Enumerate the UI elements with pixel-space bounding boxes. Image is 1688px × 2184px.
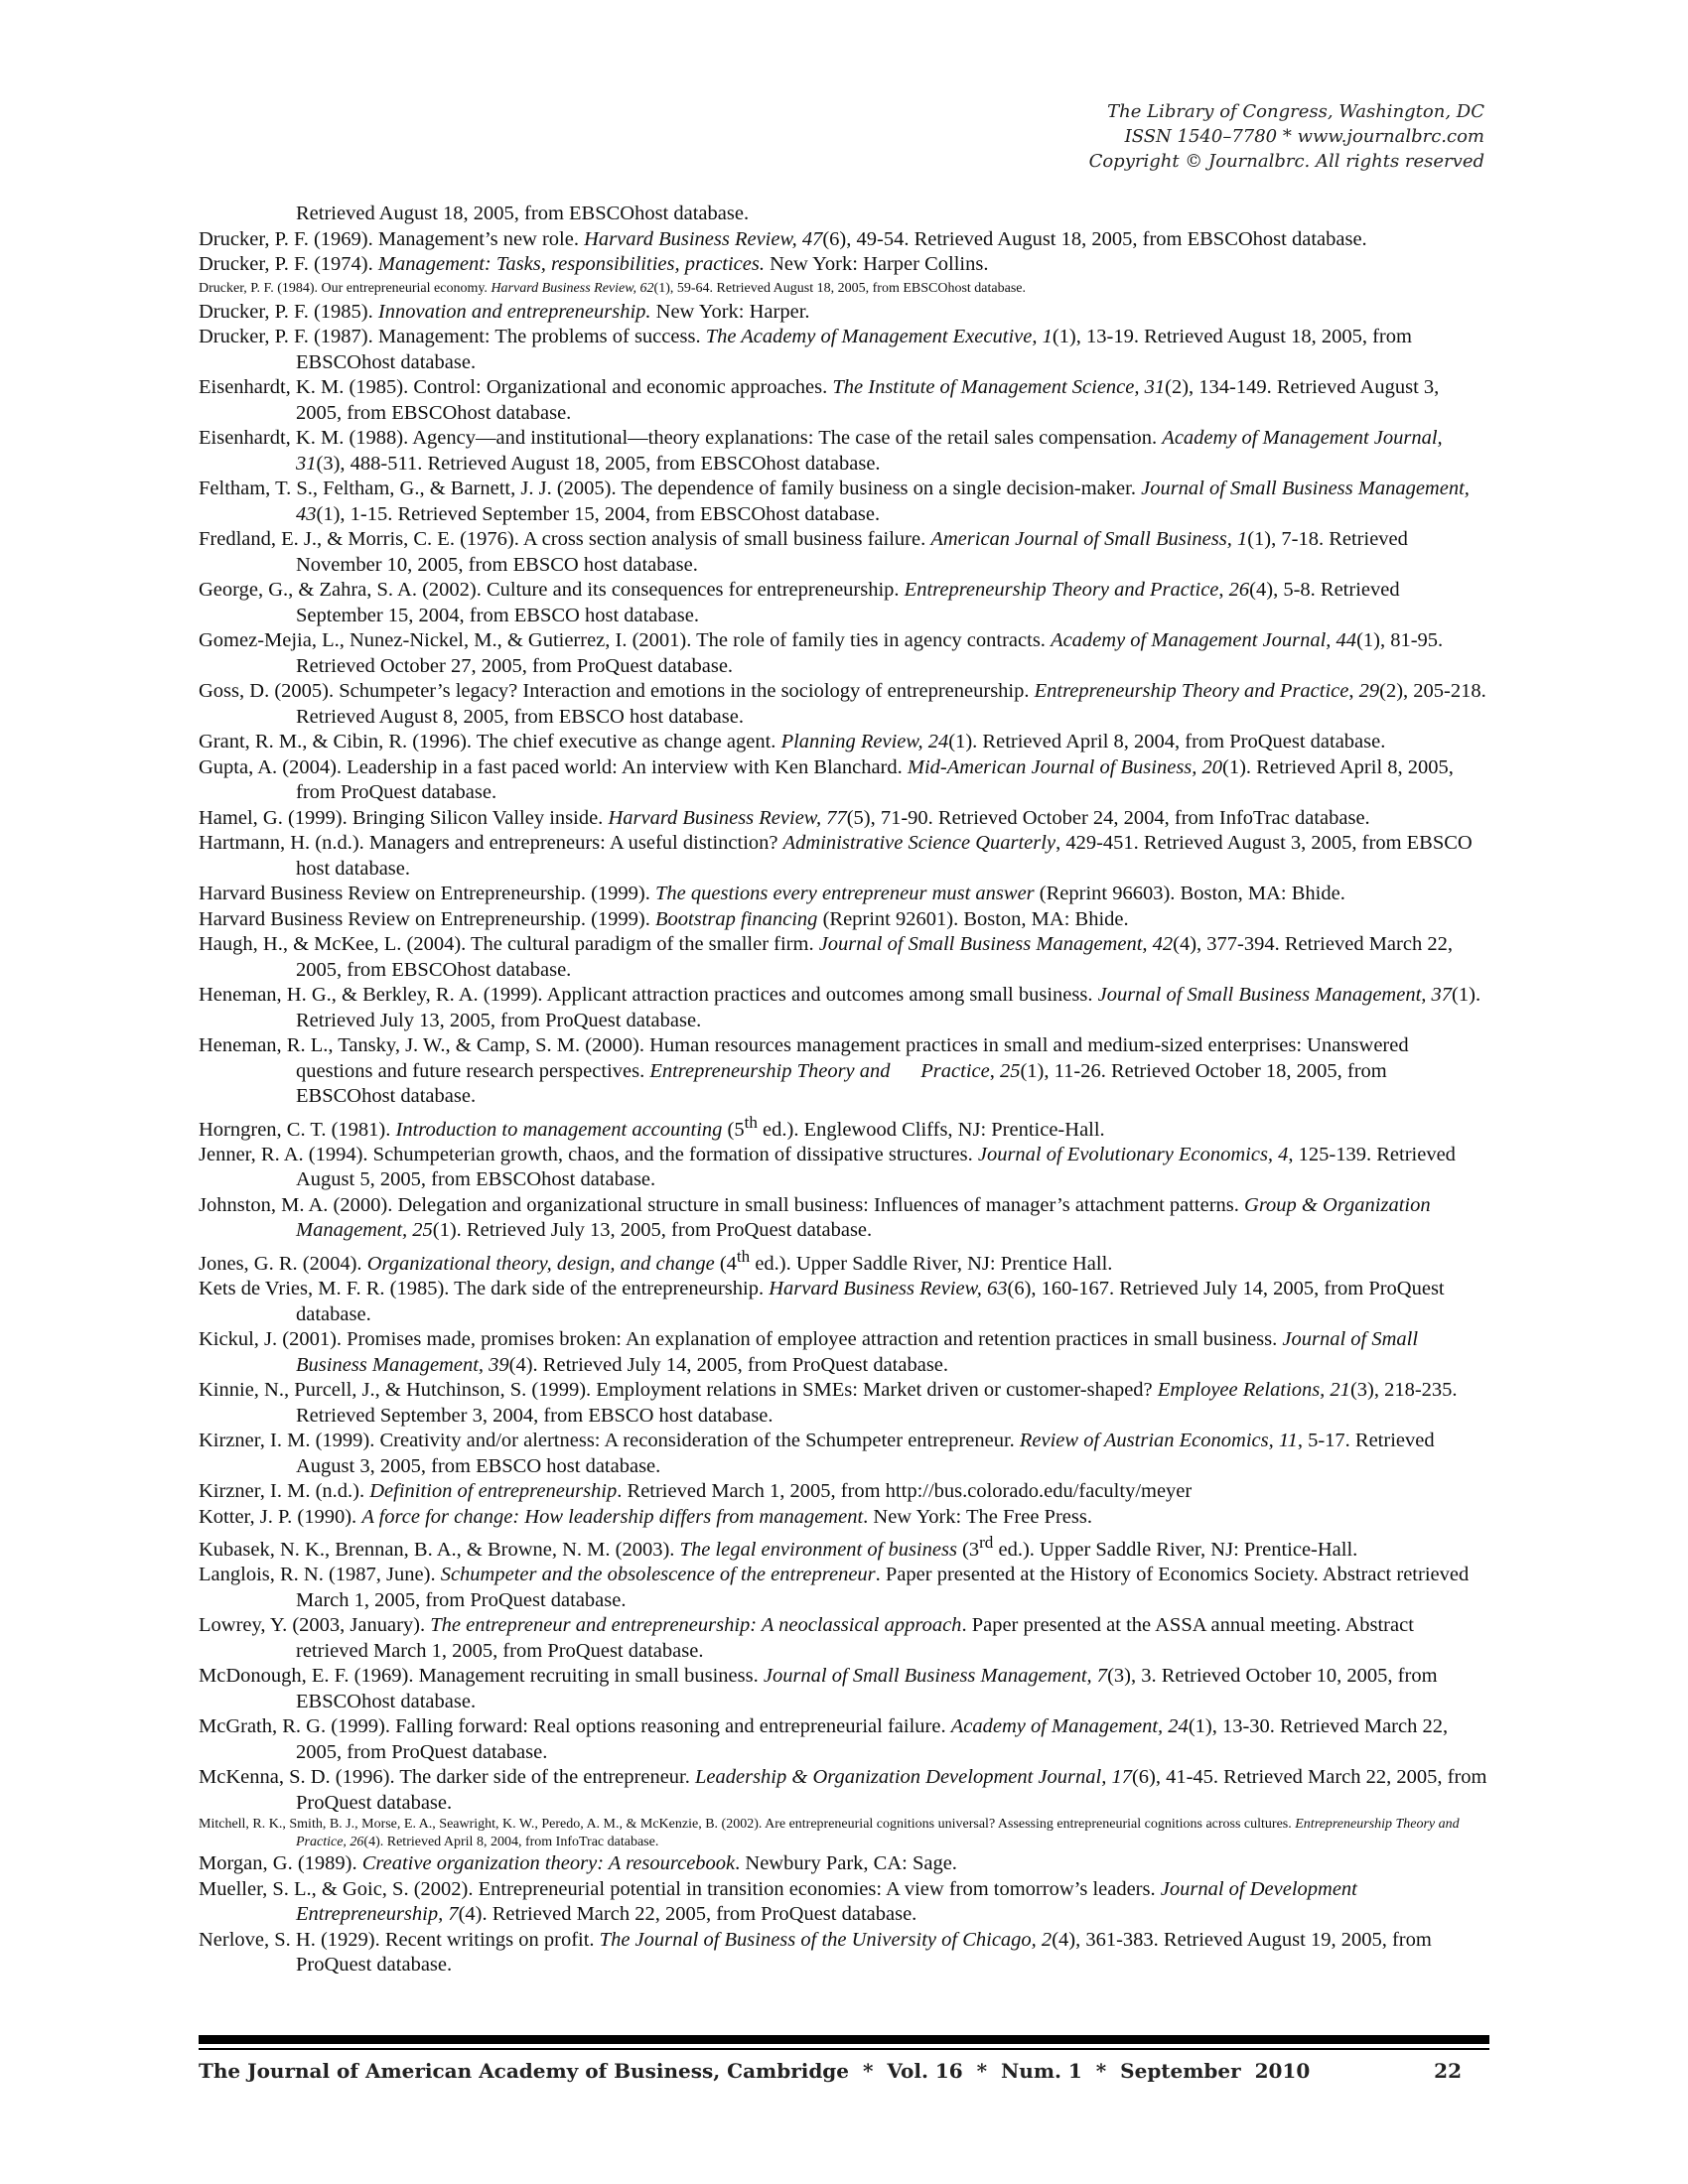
reference-text: Kirzner, I. M. (1999). Creativity and/or alertness: A reconsideration of the Schumpeter entrepreneur. [199, 1430, 1020, 1452]
reference-italic: A force for change: How leadership differs from management [361, 1505, 864, 1528]
reference-text: Nerlove, S. H. (1929). Recent writings on profit. [199, 1928, 600, 1951]
reference-text: Drucker, P. F. (1985). [199, 300, 378, 323]
reference-entry [199, 983, 1489, 1033]
reference-text: Harvard Business Review on Entrepreneurship. (1999). [199, 907, 655, 930]
reference-text: (5 [722, 1118, 745, 1141]
reference-italic: Administrative Science Quarterly [782, 832, 1056, 854]
reference-italic: The legal environment of business [679, 1538, 957, 1561]
reference-text: McDonough, E. F. (1969). Management recruiting in small business. [199, 1665, 764, 1688]
reference-text: (1), 7-18. Retrieved November 10, 2005, from EBSCO host database. [296, 528, 1408, 576]
reference-italic: The Journal of Business of the University of Chicago, 2 [599, 1928, 1053, 1951]
reference-text: th [744, 1112, 758, 1132]
reference-entry [199, 1530, 1489, 1563]
reference-text: th [736, 1246, 751, 1266]
reference-text: (4), 5-8. Retrieved September 15, 2004, from EBSCO host database. [296, 579, 1400, 626]
reference-entry [199, 477, 1489, 527]
reference-text: Gupta, A. (2004). Leadership in a fast paced world: An interview with Ken Blanchard. [199, 755, 908, 778]
reference-text: (2), 205-218. Retrieved August 8, 2005, from EBSCO host database. [296, 680, 1486, 728]
reference-text: Mitchell, R. K., Smith, B. J., Morse, E. A., Seawright, K. W., Peredo, A. M., & McKenzie, B. (2002). Are entrepreneurial cognitions universal? Assessing entrepreneurial cognitions across cultures. [199, 1817, 1296, 1833]
reference-entry [199, 325, 1489, 375]
reference-text: New York: Harper. [650, 300, 810, 323]
reference-list [199, 202, 1489, 1979]
header-library: The Library of Congress, Washington, DC [1107, 101, 1484, 122]
reference-entry [199, 1816, 1489, 1851]
reference-text: (6), 41-45. Retrieved March 22, 2005, from ProQuest database. [296, 1766, 1487, 1814]
reference-text: , 5-17. Retrieved August 3, 2005, from EBSCO host database. [296, 1430, 1435, 1477]
reference-text: McKenna, S. D. (1996). The darker side of the entrepreneur. [199, 1766, 695, 1789]
reference-entry [199, 730, 1489, 755]
reference-text: George, G., & Zahra, S. A. (2002). Culture and its consequences for entrepreneurship. [199, 579, 905, 601]
reference-entry [199, 300, 1489, 326]
reference-italic: Leadership & Organization Development Journal, 17 [695, 1766, 1132, 1789]
reference-italic: Employee Relations, 21 [1157, 1379, 1350, 1402]
reference-entry [199, 628, 1489, 679]
reference-text: (3 [956, 1538, 980, 1561]
reference-entry [199, 1877, 1489, 1928]
reference-text: (2), 134-149. Retrieved August 3, 2005, from EBSCOhost database. [296, 376, 1440, 424]
reference-text: Hartmann, H. (n.d.). Managers and entrepreneurs: A useful distinction? [199, 832, 783, 854]
reference-italic: Organizational theory, design, and change [366, 1252, 715, 1275]
reference-text: (Reprint 96603). Boston, MA: Bhide. [1034, 883, 1345, 904]
reference-text: (4), 377-394. Retrieved March 22, 2005, from EBSCOhost database. [296, 933, 1453, 981]
reference-text: . Retrieved March 1, 2005, from http://bus.colorado.edu/faculty/meyer [617, 1480, 1193, 1503]
reference-italic: Management: Tasks, responsibilities, practices. [377, 253, 765, 275]
reference-italic: Journal of Small Business Management, 39 [296, 1328, 1424, 1376]
reference-text: Grant, R. M., & Cibin, R. (1996). The chief executive as change agent. [199, 731, 781, 752]
reference-text: Jenner, R. A. (1994). Schumpeterian growth, chaos, and the formation of dissipative structures. [199, 1143, 978, 1165]
reference-entry [199, 1505, 1489, 1531]
reference-entry [199, 806, 1489, 832]
reference-italic: Academy of Management Journal, 44 [1051, 629, 1357, 651]
reference-italic: Mid-American Journal of Business, 20 [907, 755, 1223, 778]
reference-text: Drucker, P. F. (1974). [199, 253, 378, 275]
reference-entry [199, 907, 1489, 933]
reference-italic: Bootstrap financing [655, 907, 818, 930]
reference-italic: 29 [1358, 680, 1380, 702]
reference-entry [199, 1429, 1489, 1479]
reference-entry [199, 202, 1489, 227]
reference-text: Heneman, R. L., Tansky, J. W., & Camp, S. M. (2000). Human resources management practices in small and medium-sized enterprises: Unanswered questions and future research perspectives. [199, 1034, 1409, 1082]
reference-text: (1), 13-19. Retrieved August 18, 2005, from EBSCOhost database. [296, 326, 1412, 373]
reference-text: (6), 49-54. Retrieved August 18, 2005, from EBSCOhost database. [822, 227, 1367, 250]
reference-italic: Academy of Management, 24 [950, 1715, 1189, 1738]
reference-italic: Introduction to management accounting [395, 1118, 723, 1141]
reference-italic: Entrepreneurship Theory and Practice, 26 [296, 1817, 1464, 1850]
reference-entry [199, 578, 1489, 628]
reference-text: Kickul, J. (2001). Promises made, promises broken: An explanation of employee attraction and retention practices in small business. [199, 1328, 1283, 1351]
reference-text: McGrath, R. G. (1999). Falling forward: Real options reasoning and entrepreneurial failure. [199, 1715, 951, 1738]
reference-text: (5), 71-90. Retrieved October 24, 2004, from InfoTrac database. [846, 806, 1370, 829]
reference-entry [199, 1033, 1489, 1110]
reference-italic: Review of Austrian Economics, 11 [1019, 1430, 1298, 1452]
reference-text: (3), 218-235. Retrieved September 3, 2004, from EBSCO host database. [296, 1379, 1458, 1427]
reference-text: , 429-451. Retrieved August 3, 2005, from EBSCO host database. [296, 832, 1473, 880]
reference-italic: The entrepreneur and entrepreneurship: A neoclassical approach [430, 1614, 962, 1637]
reference-entry [199, 1244, 1489, 1277]
reference-text: (1). Retrieved April 8, 2005, from ProQuest database. [296, 755, 1454, 803]
reference-entry [199, 1664, 1489, 1714]
reference-entry [199, 1563, 1489, 1613]
reference-text: Retrieved August 18, 2005, from EBSCOhost database. [296, 203, 750, 224]
reference-entry [199, 1851, 1489, 1877]
reference-text: Heneman, H. G., & Berkley, R. A. (1999). Applicant attraction practices and outcomes among small business. [199, 984, 1098, 1006]
reference-italic: Journal of Small Business Management, 43 [296, 478, 1476, 525]
reference-text: (3), 3. Retrieved October 10, 2005, from EBSCOhost database. [296, 1665, 1438, 1712]
reference-text: Kinnie, N., Purcell, J., & Hutchinson, S. (1999). Employment relations in SMEs: Market driven or customer-shaped? [199, 1379, 1158, 1402]
page-number: 22 [1434, 2059, 1462, 2083]
reference-text: Johnston, M. A. (2000). Delegation and organizational structure in small business: Influences of manager’s attachment patterns. [199, 1193, 1245, 1216]
reference-text: , [1218, 579, 1229, 601]
reference-text: ed.). Upper Saddle River, NJ: Prentice Hall. [750, 1252, 1113, 1275]
reference-text: (1), 81-95. Retrieved October 27, 2005, from ProQuest database. [296, 629, 1444, 677]
reference-text: Mueller, S. L., & Goic, S. (2002). Entrepreneurial potential in transition economies: A view from tomorrow’s leaders. [199, 1877, 1161, 1900]
reference-text: (4 [714, 1252, 737, 1275]
reference-entry [199, 882, 1489, 907]
reference-entry [199, 755, 1489, 806]
reference-italic: Group & Organization Management, 25 [296, 1193, 1436, 1242]
footer-rule-thin [199, 2048, 1489, 2050]
reference-italic: Journal of Development Entrepreneurship, 7 [296, 1877, 1362, 1926]
reference-entry [199, 1277, 1489, 1327]
running-header [789, 99, 1484, 174]
reference-text: New York: Harper Collins. [764, 253, 989, 275]
reference-entry [199, 278, 1489, 300]
reference-text: (4), 361-383. Retrieved August 19, 2005, from ProQuest database. [296, 1928, 1432, 1977]
reference-text: . Paper presented at the ASSA annual meeting. Abstract retrieved March 1, 2005, from ProQuest database. [296, 1614, 1414, 1662]
reference-text: (6), 160-167. Retrieved July 14, 2005, from ProQuest database. [296, 1278, 1445, 1325]
page-footer [199, 2057, 1489, 2085]
reference-italic: Entrepreneurship Theory and Practice [1034, 680, 1349, 702]
reference-text: Jones, G. R. (2004). [199, 1252, 367, 1275]
reference-text: . New York: The Free Press. [863, 1505, 1092, 1528]
reference-italic: Journal of Small Business Management, 7 [763, 1665, 1108, 1688]
reference-entry [199, 1765, 1489, 1816]
reference-entry [199, 1110, 1489, 1143]
reference-entry [199, 831, 1489, 882]
reference-text: . Newbury Park, CA: Sage. [735, 1852, 957, 1875]
reference-italic: Journal of Small Business Management, 37 [1097, 984, 1453, 1006]
reference-text: Goss, D. (2005). Schumpeter’s legacy? Interaction and emotions in the sociology of entrepreneurship. [199, 680, 1035, 702]
reference-entry [199, 227, 1489, 253]
reference-text: Kets de Vries, M. F. R. (1985). The dark side of the entrepreneurship. [199, 1278, 770, 1300]
reference-entry [199, 527, 1489, 578]
reference-italic: 25 [999, 1059, 1021, 1082]
reference-text: . Paper presented at the History of Economics Society. Abstract retrieved March 1, 2005, from ProQuest database. [296, 1564, 1470, 1611]
reference-italic: Harvard Business Review, 77 [608, 806, 847, 829]
reference-italic: Harvard Business Review, 47 [584, 227, 823, 250]
reference-text: Morgan, G. (1989). [199, 1852, 362, 1875]
reference-text: Fredland, E. J., & Morris, C. E. (1976). A cross section analysis of small business failure. [199, 528, 931, 550]
reference-text: Langlois, R. N. (1987, June). [199, 1564, 441, 1586]
reference-italic: The Academy of Management Executive, 1 [705, 326, 1053, 347]
reference-text: Haugh, H., & McKee, L. (2004). The cultural paradigm of the smaller firm. [199, 933, 819, 955]
reference-entry [199, 1193, 1489, 1244]
header-issn: ISSN 1540–7780 * www.journalbrc.com [1124, 126, 1484, 147]
reference-entry [199, 426, 1489, 477]
reference-italic: 26 [1228, 579, 1250, 601]
reference-entry [199, 932, 1489, 983]
reference-text: Hamel, G. (1999). Bringing Silicon Valley inside. [199, 806, 609, 829]
reference-text: (Reprint 92601). Boston, MA: Bhide. [817, 907, 1129, 930]
reference-text: rd [979, 1533, 994, 1553]
reference-text: Eisenhardt, K. M. (1985). Control: Organizational and economic approaches. [199, 376, 833, 398]
footer-journal-title: The Journal of American Academy of Business, Cambridge * Vol. 16 * Num. 1 * September 2010 [199, 2059, 1311, 2083]
reference-entry [199, 1928, 1489, 1979]
reference-text: Gomez-Mejia, L., Nunez-Nickel, M., & Gutierrez, I. (2001). The role of family ties in agency contracts. [199, 629, 1052, 651]
reference-text: Drucker, P. F. (1987). Management: The problems of success. [199, 326, 706, 347]
reference-text: ed.). Upper Saddle River, NJ: Prentice-Hall. [993, 1538, 1358, 1561]
reference-text: , [1348, 680, 1359, 702]
reference-entry [199, 375, 1489, 426]
reference-entry [199, 252, 1489, 278]
reference-entry [199, 1143, 1489, 1193]
reference-entry [199, 1714, 1489, 1765]
reference-text: (1), 59-64. Retrieved August 18, 2005, from EBSCOhost database. [653, 280, 1026, 296]
reference-text: (1), 11-26. Retrieved October 18, 2005, from EBSCOhost database. [296, 1059, 1387, 1107]
reference-entry [199, 1613, 1489, 1664]
reference-text: , 125-139. Retrieved August 5, 2005, from EBSCOhost database. [296, 1143, 1456, 1191]
reference-italic: Planning Review, 24 [780, 731, 949, 752]
reference-text: (1). Retrieved July 13, 2005, from ProQuest database. [432, 1219, 873, 1242]
reference-text: (4). Retrieved March 22, 2005, from ProQuest database. [458, 1903, 917, 1926]
reference-text: Eisenhardt, K. M. (1988). Agency—and institutional—theory explanations: The case of the retail sales compensation. [199, 427, 1163, 449]
reference-italic: The questions every entrepreneur must answer [655, 883, 1035, 904]
header-copyright: Copyright © Journalbrc. All rights reserved [1088, 151, 1484, 172]
reference-italic: Journal of Evolutionary Economics, 4 [977, 1143, 1289, 1165]
reference-text: (4). Retrieved April 8, 2004, from InfoTrac database. [363, 1835, 659, 1850]
reference-text: (1), 1-15. Retrieved September 15, 2004, from EBSCOhost database. [316, 502, 881, 525]
reference-italic: Harvard Business Review, 62 [491, 280, 654, 296]
reference-text: Drucker, P. F. (1984). Our entrepreneurial economy. [199, 280, 492, 296]
reference-entry [199, 1327, 1489, 1378]
footer-rule-thick [199, 2035, 1489, 2044]
reference-text: (3), 488-511. Retrieved August 18, 2005, from EBSCOhost database. [316, 452, 881, 475]
reference-italic: Academy of Management Journal, 31 [296, 427, 1448, 475]
reference-text: Kotter, J. P. (1990). [199, 1505, 362, 1528]
reference-italic: Entrepreneurship Theory and Practice [904, 579, 1219, 601]
reference-text: (1), 13-30. Retrieved March 22, 2005, from ProQuest database. [296, 1715, 1449, 1763]
reference-italic: The Institute of Management Science, 31 [832, 376, 1166, 398]
reference-italic: Schumpeter and the obsolescence of the entrepreneur [440, 1564, 876, 1586]
reference-italic: Innovation and entrepreneurship. [377, 300, 651, 323]
reference-text: Harvard Business Review on Entrepreneurship. (1999). [199, 883, 655, 904]
reference-entry [199, 679, 1489, 730]
reference-italic: Entrepreneurship Theory and Practice [649, 1059, 990, 1082]
reference-italic: Definition of entrepreneurship [369, 1480, 618, 1503]
reference-entry [199, 1479, 1489, 1505]
reference-text: (1). Retrieved July 13, 2005, from ProQuest database. [296, 984, 1481, 1031]
reference-text: , [989, 1059, 1000, 1082]
reference-text: (4). Retrieved July 14, 2005, from ProQuest database. [508, 1353, 949, 1376]
reference-italic: Harvard Business Review, 63 [769, 1278, 1008, 1300]
reference-text: Kubasek, N. K., Brennan, B. A., & Browne, N. M. (2003). [199, 1538, 680, 1561]
reference-text: Kirzner, I. M. (n.d.). [199, 1480, 370, 1503]
reference-text: Drucker, P. F. (1969). Management’s new role. [199, 227, 585, 250]
reference-italic: American Journal of Small Business, 1 [930, 528, 1248, 550]
reference-text: Horngren, C. T. (1981). [199, 1118, 396, 1141]
reference-text: Feltham, T. S., Feltham, G., & Barnett, J. J. (2005). The dependence of family business on a single decision-maker. [199, 478, 1142, 499]
reference-italic: Journal of Small Business Management, 42 [818, 933, 1174, 955]
reference-entry [199, 1378, 1489, 1429]
reference-text: Lowrey, Y. (2003, January). [199, 1614, 431, 1637]
reference-italic: Creative organization theory: A resourcebook [361, 1852, 736, 1875]
reference-text: (1). Retrieved April 8, 2004, from ProQuest database. [948, 731, 1386, 752]
reference-text: ed.). Englewood Cliffs, NJ: Prentice-Hall. [757, 1118, 1105, 1141]
